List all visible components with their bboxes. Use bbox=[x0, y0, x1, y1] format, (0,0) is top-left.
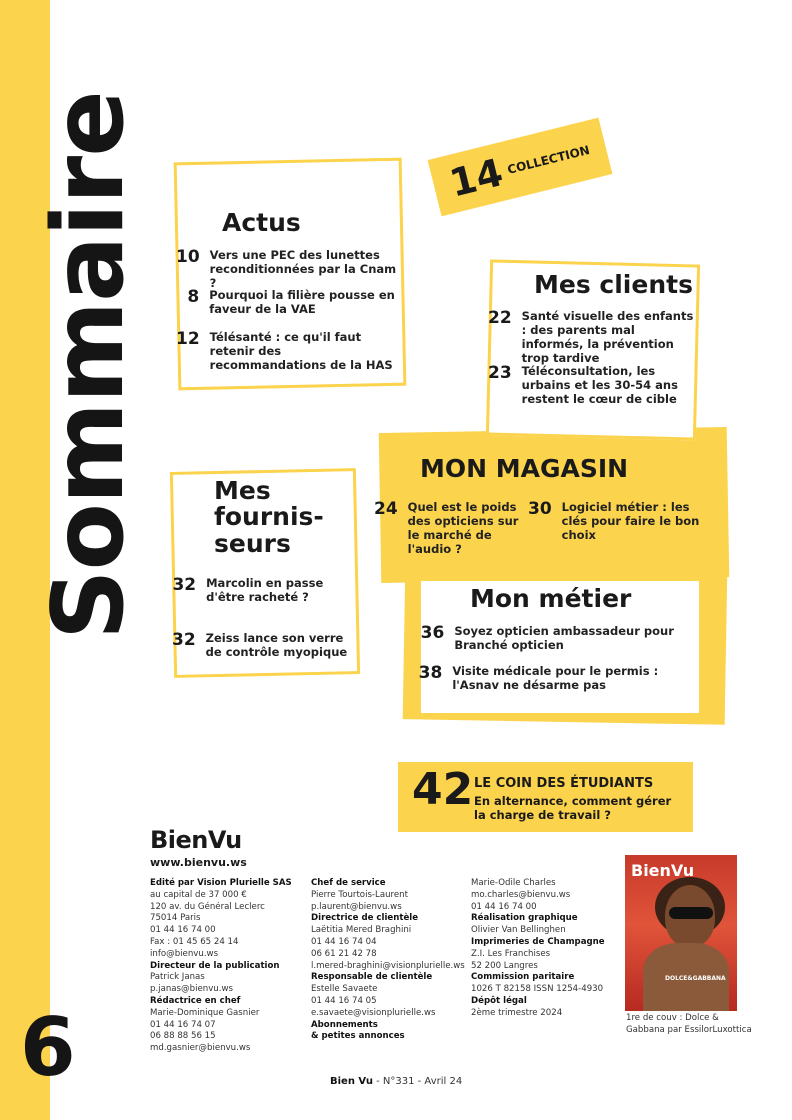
cover-thumbnail bbox=[625, 855, 737, 1011]
page-ref: 32 bbox=[172, 630, 196, 650]
imprint-line: 75014 Paris bbox=[150, 913, 201, 924]
article-title: Télésanté : ce qu'il faut retenir des recommandations de la HAS bbox=[209, 330, 393, 372]
collection-label: COLLECTION bbox=[506, 142, 592, 177]
actus-item-1[interactable] bbox=[176, 248, 400, 290]
imprint-line: Edité par Vision Plurielle SAS bbox=[150, 878, 292, 888]
magasin-item-2[interactable] bbox=[528, 500, 708, 542]
imprint-line: Estelle Savaete bbox=[311, 984, 378, 995]
metier-item-1[interactable] bbox=[418, 624, 698, 652]
imprint-line: au capital de 37 000 € bbox=[150, 889, 247, 900]
fournisseurs-item-1[interactable] bbox=[172, 576, 356, 604]
page-ref: 23 bbox=[488, 363, 512, 383]
imprint-line: Chef de service bbox=[311, 878, 386, 888]
footer-magazine: Bien Vu bbox=[330, 1076, 373, 1087]
website-link[interactable]: www.bienvu.ws bbox=[150, 856, 247, 869]
clients-item-1[interactable] bbox=[488, 309, 694, 365]
cover-logo: BienVu bbox=[631, 861, 695, 880]
fournisseurs-item-2[interactable] bbox=[172, 631, 356, 659]
imprint-line: 120 av. du Général Leclerc bbox=[150, 901, 265, 912]
imprint-line: Directeur de la publication bbox=[150, 960, 280, 971]
page-footer bbox=[330, 1076, 462, 1087]
imprint-line: mo.charles@bienvu.ws bbox=[471, 889, 571, 900]
bienvu-logo: BienVu bbox=[150, 826, 242, 854]
imprint-line: Z.I. Les Franchises bbox=[471, 948, 551, 959]
imprint-column-3 bbox=[471, 878, 639, 1020]
imprint-line: & petites annonces bbox=[311, 1031, 405, 1042]
clients-title: Mes clients bbox=[534, 270, 693, 299]
fournisseurs-title-line-3: seurs bbox=[214, 528, 291, 558]
article-title: Marcolin en passe d'être racheté ? bbox=[206, 576, 324, 604]
cover-caption: 1re de couv : Dolce & Gabbana par EssilorLuxottica bbox=[626, 1013, 752, 1035]
etudiants-banner[interactable] bbox=[398, 762, 693, 832]
article-title: Quel est le poids des opticiens sur le marché de l'audio ? bbox=[407, 500, 519, 556]
actus-item-3[interactable] bbox=[176, 330, 400, 372]
imprint-line: Pierre Tourtois-Laurent bbox=[311, 889, 408, 900]
page-ref: 38 bbox=[418, 663, 443, 683]
page-ref: 10 bbox=[176, 247, 200, 267]
imprint-line: Fax : 01 45 65 24 14 bbox=[150, 936, 239, 947]
imprint-line: Olivier Van Bellinghen bbox=[471, 925, 566, 936]
imprint-line: 06 88 88 56 15 bbox=[150, 1031, 216, 1042]
imprint-line: info@bienvu.ws bbox=[150, 948, 219, 959]
page-ref: 36 bbox=[420, 623, 445, 643]
fournisseurs-title-line-1: Mes bbox=[214, 476, 271, 505]
imprint-line: Marie-Dominique Gasnier bbox=[150, 1007, 260, 1018]
page-ref: 30 bbox=[528, 499, 552, 519]
magasin-item-1[interactable] bbox=[374, 500, 524, 556]
page-ref: 8 bbox=[187, 287, 200, 307]
imprint-line: Responsable de clientèle bbox=[311, 972, 433, 983]
page-ref: 32 bbox=[172, 575, 197, 595]
imprint-line: Imprimeries de Champagne bbox=[471, 936, 605, 947]
imprint-line: Réalisation graphique bbox=[471, 913, 578, 924]
article-title: Santé visuelle des enfants : des parents mal informés, la prévention trop tardive bbox=[521, 309, 694, 365]
imprint-column-1 bbox=[150, 878, 318, 1055]
article-title: Visite médicale pour le permis : l'Asnav ne désarme pas bbox=[452, 664, 659, 692]
fournisseurs-title bbox=[214, 478, 324, 557]
imprint-line: p.janas@bienvu.ws bbox=[150, 984, 233, 995]
imprint-line: 52 200 Langres bbox=[471, 960, 538, 971]
article-title: Téléconsultation, les urbains et les 30-54 ans restent le cœur de cible bbox=[521, 364, 678, 406]
imprint-line: 01 44 16 74 05 bbox=[311, 995, 377, 1006]
imprint-line: Laëtitia Mered Braghini bbox=[311, 925, 412, 936]
imprint-column-2 bbox=[311, 878, 479, 1043]
actus-item-2[interactable] bbox=[176, 288, 400, 316]
imprint-line: 06 61 21 42 78 bbox=[311, 948, 377, 959]
page-ref: 24 bbox=[374, 499, 398, 519]
footer-issue: - N°331 - Avril 24 bbox=[372, 1076, 463, 1087]
imprint-line: Rédactrice en chef bbox=[150, 995, 241, 1006]
imprint-line: Commission paritaire bbox=[471, 972, 575, 983]
cover-brand: DOLCE&GABBANA bbox=[665, 975, 726, 982]
page-title: Sommaire bbox=[32, 91, 146, 640]
imprint-line: 01 44 16 74 00 bbox=[471, 901, 537, 912]
sunglasses-icon bbox=[669, 907, 713, 919]
magasin-title: MON MAGASIN bbox=[420, 454, 629, 483]
imprint-line: e.savaete@visionplurielle.ws bbox=[311, 1007, 436, 1018]
metier-title: Mon métier bbox=[470, 584, 632, 613]
imprint-line: Abonnements bbox=[311, 1019, 378, 1030]
article-title: Zeiss lance son verre de contrôle myopique bbox=[205, 631, 348, 659]
page-ref: 22 bbox=[488, 308, 512, 328]
imprint-line: Marie-Odile Charles bbox=[471, 878, 556, 888]
fournisseurs-title-line-2: fournis- bbox=[214, 502, 324, 532]
imprint-line: l.mered-braghini@visionplurielle.ws bbox=[311, 960, 465, 971]
collection-number: 14 bbox=[445, 150, 508, 206]
imprint-line: md.gasnier@bienvu.ws bbox=[150, 1043, 251, 1054]
imprint-line: Patrick Janas bbox=[150, 972, 205, 983]
collection-tag[interactable] bbox=[428, 118, 613, 217]
imprint-line: Dépôt légal bbox=[471, 995, 527, 1006]
article-title: Soyez opticien ambassadeur pour Branché opticien bbox=[454, 624, 674, 652]
imprint-line: 01 44 16 74 07 bbox=[150, 1019, 216, 1030]
article-title: Vers une PEC des lunettes reconditionnées par la Cnam ? bbox=[209, 248, 397, 290]
page-number: 6 bbox=[20, 1001, 76, 1094]
imprint-line: 01 44 16 74 00 bbox=[150, 925, 216, 936]
imprint-line: Directrice de clientèle bbox=[311, 913, 419, 924]
etudiants-number: 42 bbox=[412, 764, 474, 815]
actus-title: Actus bbox=[222, 208, 301, 237]
page-ref: 12 bbox=[176, 329, 200, 349]
etudiants-text: En alternance, comment gérer la charge de travail ? bbox=[474, 794, 672, 822]
article-title: Logiciel métier : les clés pour faire le bon choix bbox=[561, 500, 700, 542]
imprint-line: 01 44 16 74 04 bbox=[311, 936, 377, 947]
etudiants-label: LE COIN DES ÉTUDIANTS bbox=[474, 776, 654, 791]
imprint-line: p.laurent@bienvu.ws bbox=[311, 901, 402, 912]
article-title: Pourquoi la filière pousse en faveur de la VAE bbox=[209, 288, 395, 316]
metier-item-2[interactable] bbox=[418, 664, 698, 692]
clients-item-2[interactable] bbox=[488, 364, 694, 406]
imprint-line: 1026 T 82158 ISSN 1254-4930 bbox=[471, 984, 604, 995]
imprint-line: 2ème trimestre 2024 bbox=[471, 1007, 563, 1018]
